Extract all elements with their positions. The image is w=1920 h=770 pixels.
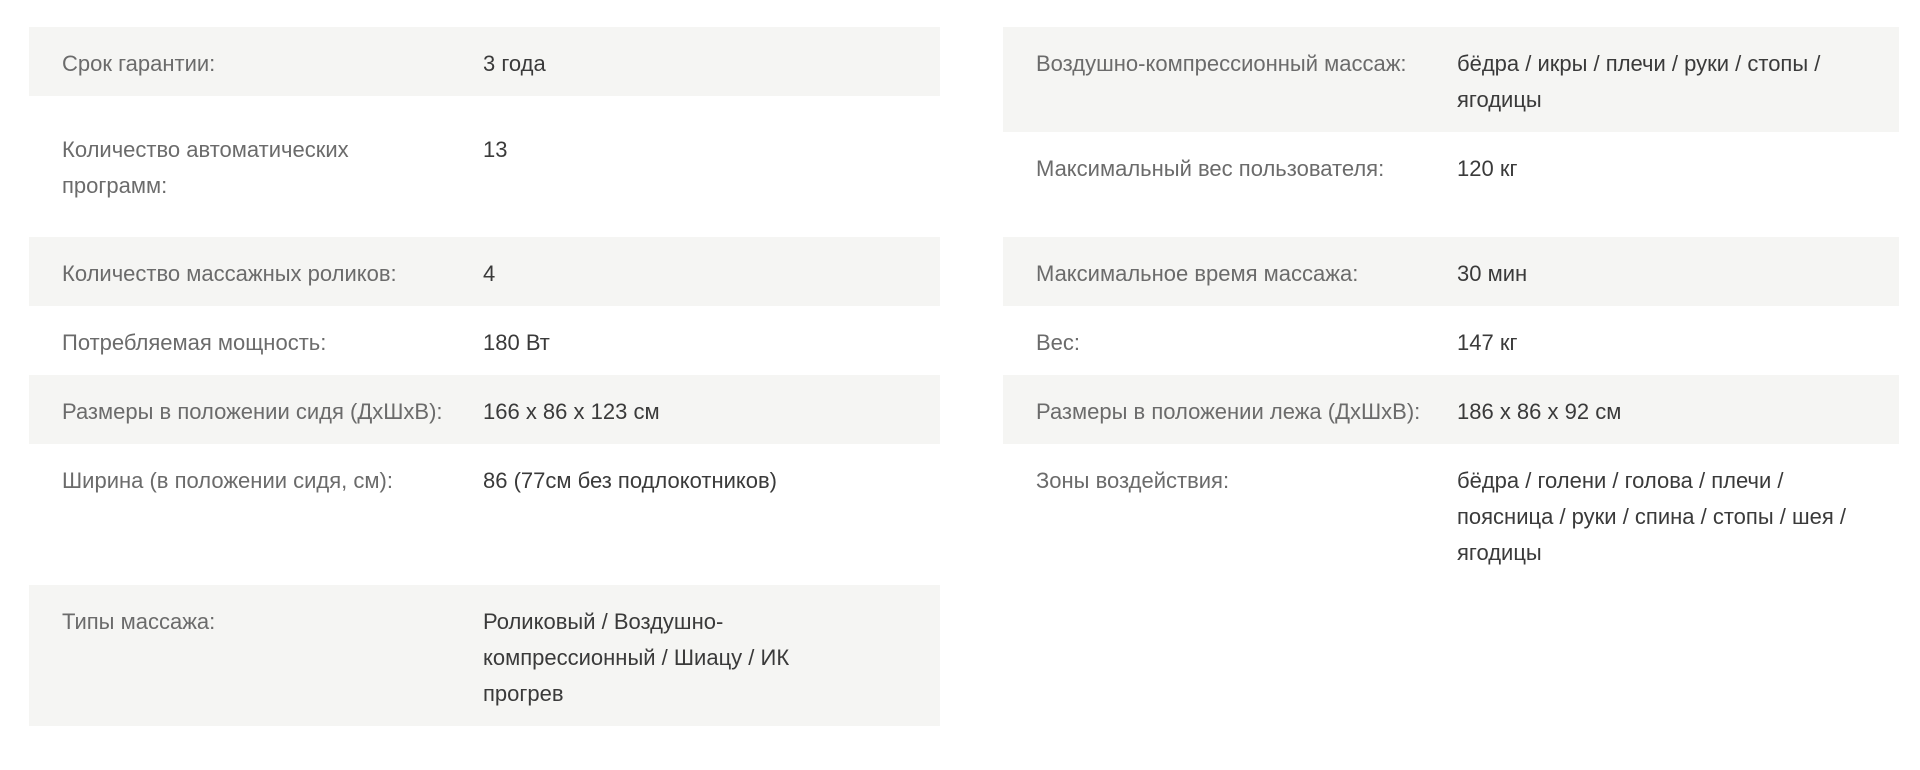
- spec-label: Срок гарантии:: [62, 51, 216, 76]
- spec-label: Количество массажных роликов:: [62, 261, 397, 286]
- spec-label: Вес:: [1036, 330, 1081, 355]
- spec-label: Типы массажа:: [62, 609, 216, 634]
- spec-row-zones: [1003, 444, 1899, 585]
- spec-row-air-compression: [1003, 27, 1899, 132]
- spec-label: Количество автоматических программ:: [62, 137, 349, 198]
- spec-row-rollers: [29, 237, 940, 306]
- spec-row-width: [29, 444, 940, 585]
- spec-row-size-lying: [1003, 375, 1899, 444]
- spec-value: 147 кг: [1457, 330, 1518, 355]
- spec-value: 166 х 86 х 123 см: [483, 399, 660, 424]
- spec-value: бёдра / икры / плечи / руки / стопы / ягодицы: [1457, 51, 1821, 112]
- spec-label: Воздушно-компрессионный массаж:: [1036, 51, 1407, 76]
- spec-value: бёдра / голени / голова / плечи / поясница / руки / спина / стопы / шея / ягодицы: [1457, 468, 1846, 565]
- spec-label: Размеры в положении лежа (ДхШхВ):: [1036, 399, 1421, 424]
- specs-column-right: [1003, 27, 1899, 585]
- spec-row-programs: [29, 96, 940, 201]
- specs-column-left: [29, 27, 940, 726]
- spec-row-max-weight: [1003, 132, 1899, 237]
- spec-label: Максимальное время массажа:: [1036, 261, 1359, 286]
- spec-row-weight: [1003, 306, 1899, 375]
- spec-row-warranty: [29, 27, 940, 96]
- spec-value: 4: [483, 261, 496, 286]
- spec-label: Максимальный вес пользователя:: [1036, 156, 1385, 181]
- spec-value: 186 х 86 х 92 см: [1457, 399, 1622, 424]
- spec-row-massage-types: [29, 585, 940, 726]
- spec-value: 13: [483, 137, 508, 162]
- spec-row-power: [29, 306, 940, 375]
- spec-value: 3 года: [483, 51, 546, 76]
- spec-label: Размеры в положении сидя (ДхШхВ):: [62, 399, 443, 424]
- spec-value: 120 кг: [1457, 156, 1518, 181]
- spec-label: Ширина (в положении сидя, см):: [62, 468, 393, 493]
- spec-row-max-time: [1003, 237, 1899, 306]
- spec-value: 30 мин: [1457, 261, 1528, 286]
- spec-label: Потребляемая мощность:: [62, 330, 327, 355]
- spec-label: Зоны воздействия:: [1036, 468, 1230, 493]
- spec-value: 180 Вт: [483, 330, 550, 355]
- spec-value: 86 (77см без подлокотников): [483, 468, 778, 493]
- spec-value: Роликовый / Воздушно-компрессионный / Шиацу / ИК прогрев: [483, 609, 790, 706]
- spec-row-size-sitting: [29, 375, 940, 444]
